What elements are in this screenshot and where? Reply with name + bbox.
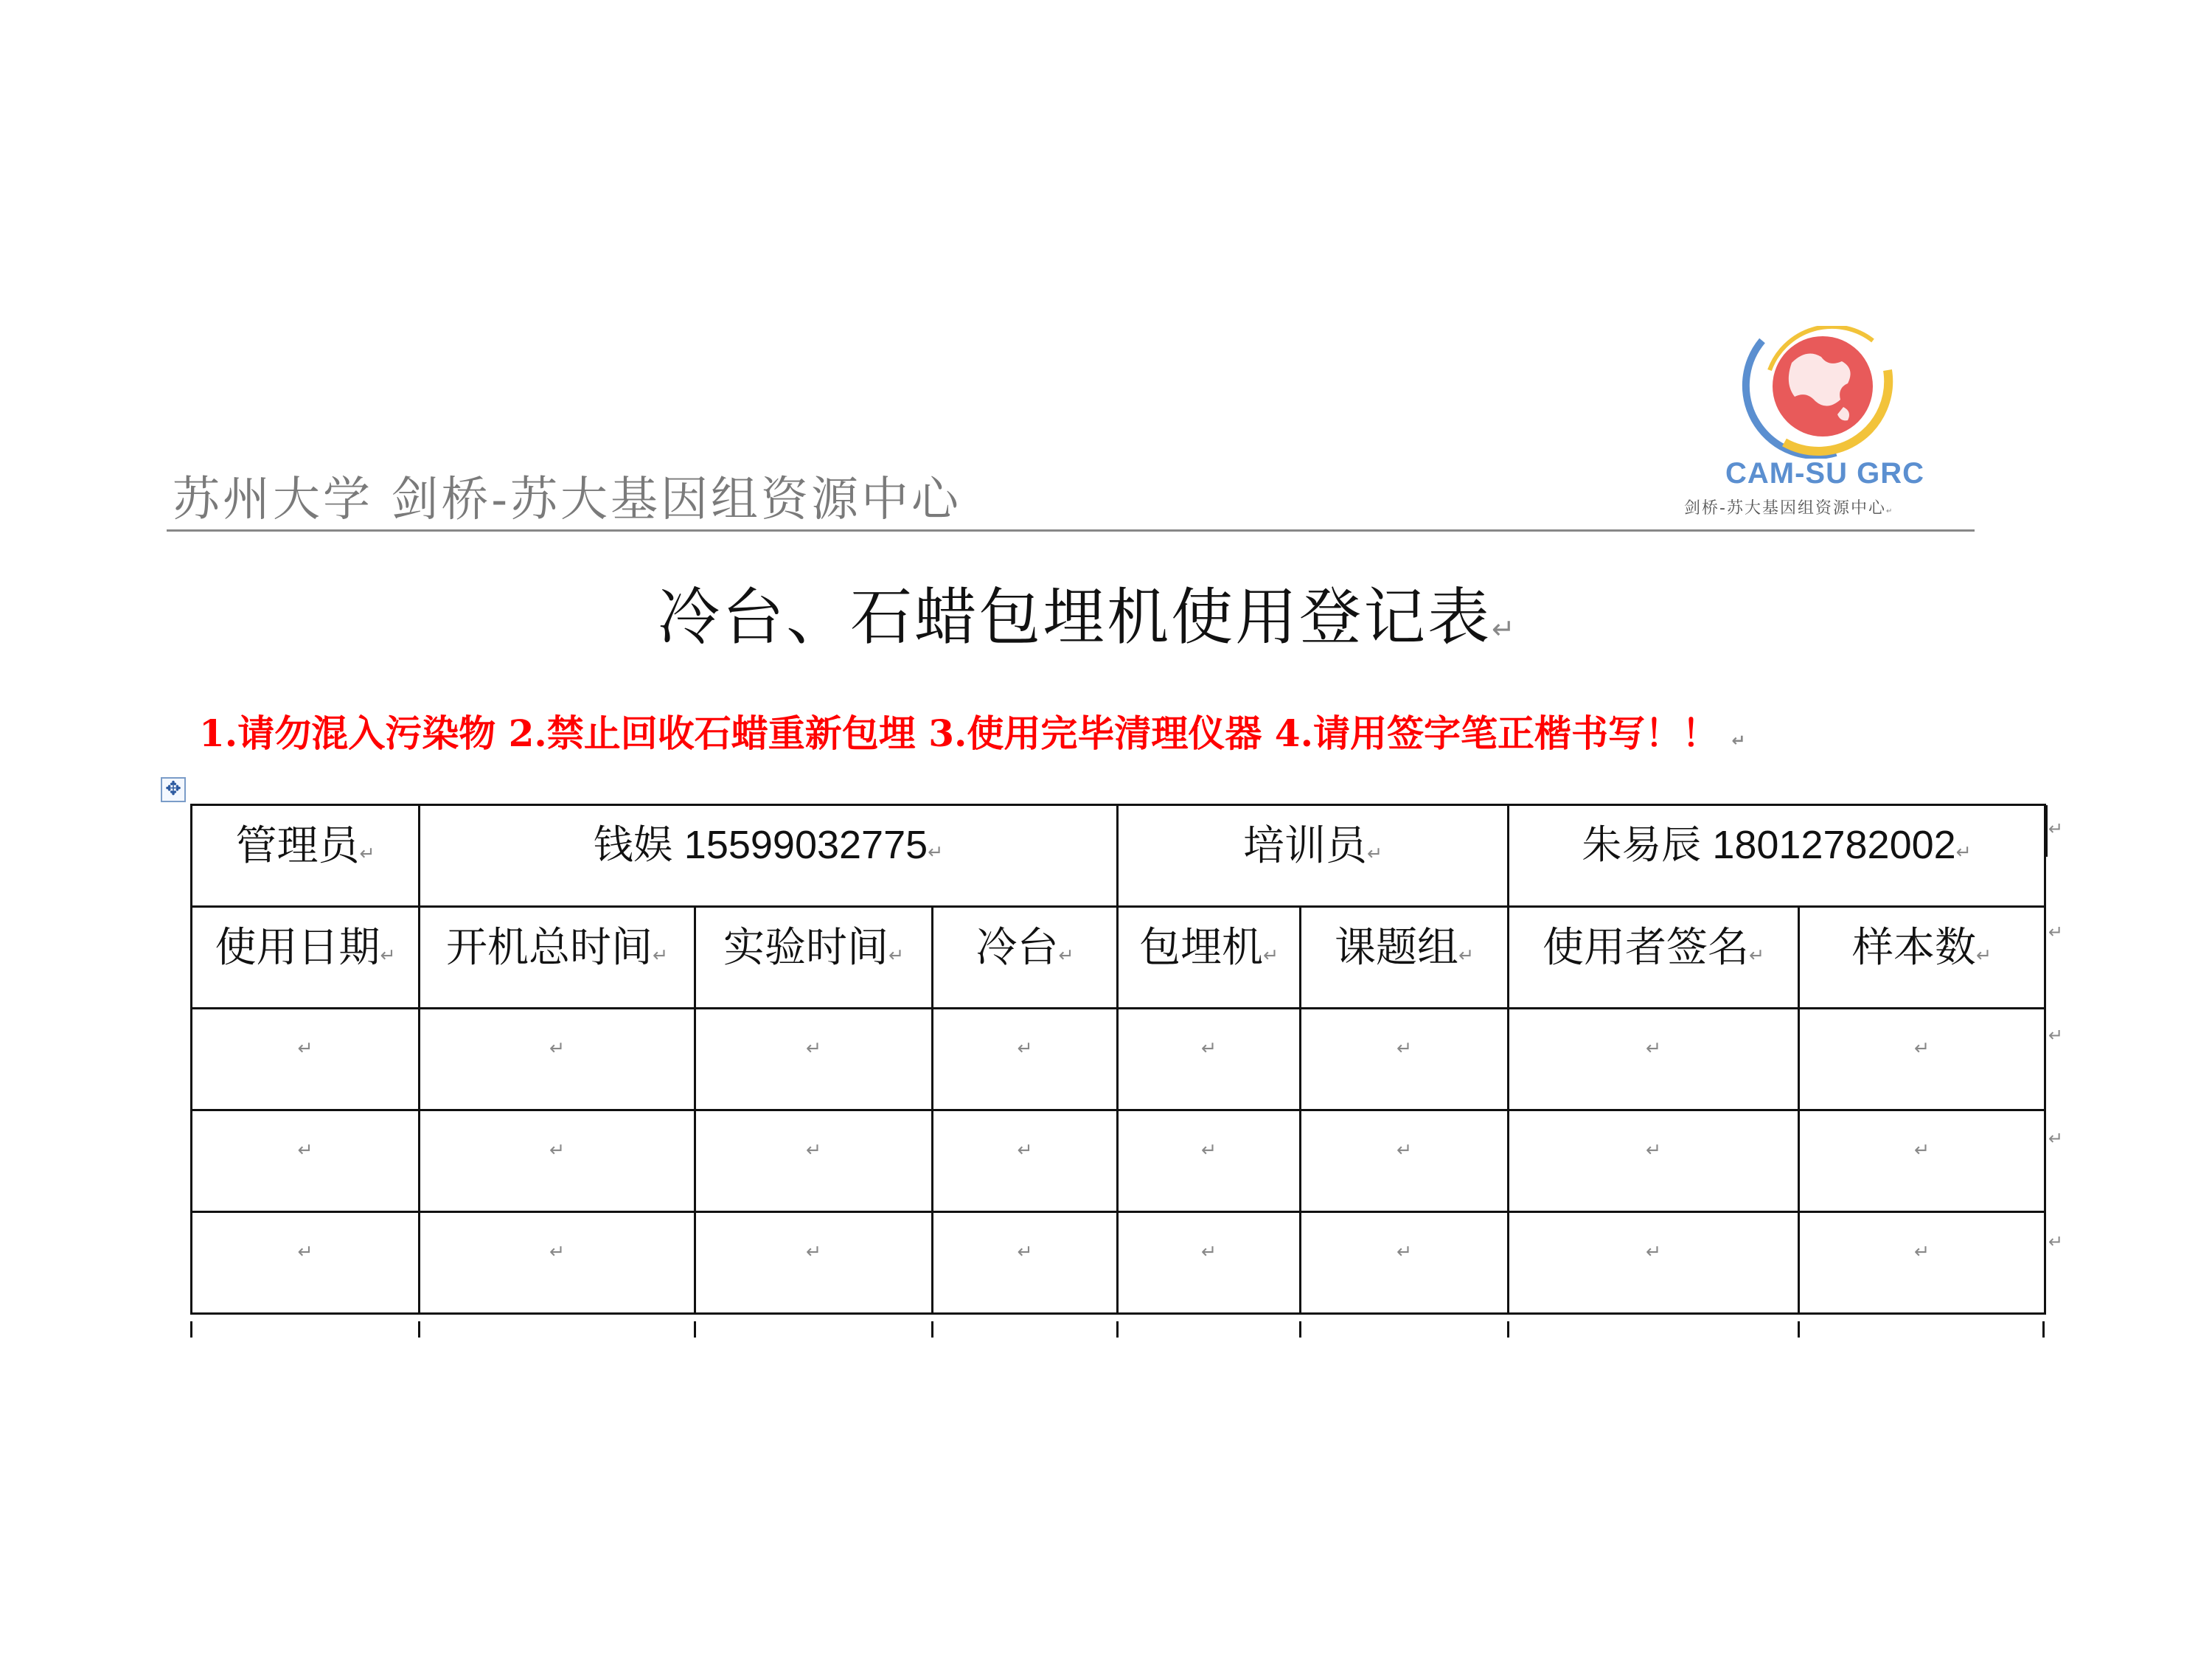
row-end-mark: ↵ [2048,818,2064,839]
entry-cell[interactable]: ↵ [1118,1110,1301,1212]
admin-row [192,805,2045,907]
header-divider [167,529,1975,532]
table-continuation-tick [1507,1321,1509,1338]
logo-subtitle: 剑桥-苏大基因组资源中心↵ [1684,499,1894,518]
entry-cell[interactable]: ↵ [1799,1009,2045,1110]
table-continuation-tick [418,1321,420,1338]
entry-cell[interactable]: ↵ [1301,1212,1509,1314]
entry-cell[interactable]: ↵ [1509,1212,1799,1314]
table-continuation-tick [931,1321,933,1338]
entry-cell[interactable]: ↵ [1301,1009,1509,1110]
usage-notice: 1.请勿混入污染物 2.禁止回收石蜡重新包埋 3.使用完毕清理仪器 4.请用签字笔正楷书写！！ ↵ [199,712,1746,755]
text-cursor [2044,805,2048,857]
table-continuation-tick [1798,1321,1800,1338]
column-header-3: 实验时间↵ [695,907,933,1009]
entry-cell[interactable]: ↵ [1118,1212,1301,1314]
header-org-text: 苏州大学 剑桥-苏大基因组资源中心 [173,473,961,527]
entry-rows [192,1009,2045,1314]
entry-cell[interactable]: ↵ [1799,1110,2045,1212]
column-header-row [192,907,2045,1009]
table-continuation-tick [2042,1321,2045,1338]
table-continuation-tick [190,1321,192,1338]
entry-cell[interactable]: ↵ [420,1110,695,1212]
cam-su-grc-logo [1681,326,1991,525]
entry-cell[interactable]: ↵ [1118,1009,1301,1110]
column-header-1: 使用日期↵ [192,907,420,1009]
entry-row [192,1110,2045,1212]
entry-cell[interactable]: ↵ [1799,1212,2045,1314]
entry-cell[interactable]: ↵ [192,1110,420,1212]
row-end-mark: ↵ [2048,1025,2064,1046]
row-end-mark: ↵ [2048,922,2064,942]
page-title: 冷台、石蜡包埋机使用登记表↵ [658,581,1517,653]
entry-row [192,1009,2045,1110]
table-continuation-tick [1299,1321,1301,1338]
entry-cell[interactable]: ↵ [420,1212,695,1314]
column-header-8: 样本数↵ [1799,907,2045,1009]
table-continuation-tick [1116,1321,1119,1338]
column-header-7: 使用者签名↵ [1509,907,1799,1009]
entry-cell[interactable]: ↵ [933,1009,1118,1110]
column-header-5: 包埋机↵ [1118,907,1301,1009]
admin-name-cell[interactable]: 钱娱 15599032775↵ [420,805,1118,907]
entry-cell[interactable]: ↵ [695,1110,933,1212]
globe-logo-icon [1740,326,1902,459]
column-header-2: 开机总时间↵ [420,907,695,1009]
entry-cell[interactable]: ↵ [695,1212,933,1314]
column-header-6: 课题组↵ [1301,907,1509,1009]
registration-table [190,804,2046,1315]
entry-cell[interactable]: ↵ [1509,1009,1799,1110]
entry-cell[interactable]: ↵ [933,1212,1118,1314]
trainer-label-cell: 培训员↵ [1118,805,1509,907]
entry-cell[interactable]: ↵ [420,1009,695,1110]
entry-row [192,1212,2045,1314]
table-continuation-tick [694,1321,696,1338]
entry-cell[interactable]: ↵ [1509,1110,1799,1212]
entry-cell[interactable]: ↵ [933,1110,1118,1212]
trainer-name-cell[interactable]: 朱易辰 18012782002↵ [1509,805,2045,907]
table-move-handle-icon[interactable]: ✥ [161,777,186,802]
entry-cell[interactable]: ↵ [192,1009,420,1110]
entry-cell[interactable]: ↵ [695,1009,933,1110]
row-end-mark: ↵ [2048,1128,2064,1149]
entry-cell[interactable]: ↵ [1301,1110,1509,1212]
column-header-4: 冷台↵ [933,907,1118,1009]
row-end-mark: ↵ [2048,1231,2064,1252]
logo-wordmark: CAM-SU GRC [1725,457,1924,490]
admin-label-cell: 管理员↵ [192,805,420,907]
entry-cell[interactable]: ↵ [192,1212,420,1314]
